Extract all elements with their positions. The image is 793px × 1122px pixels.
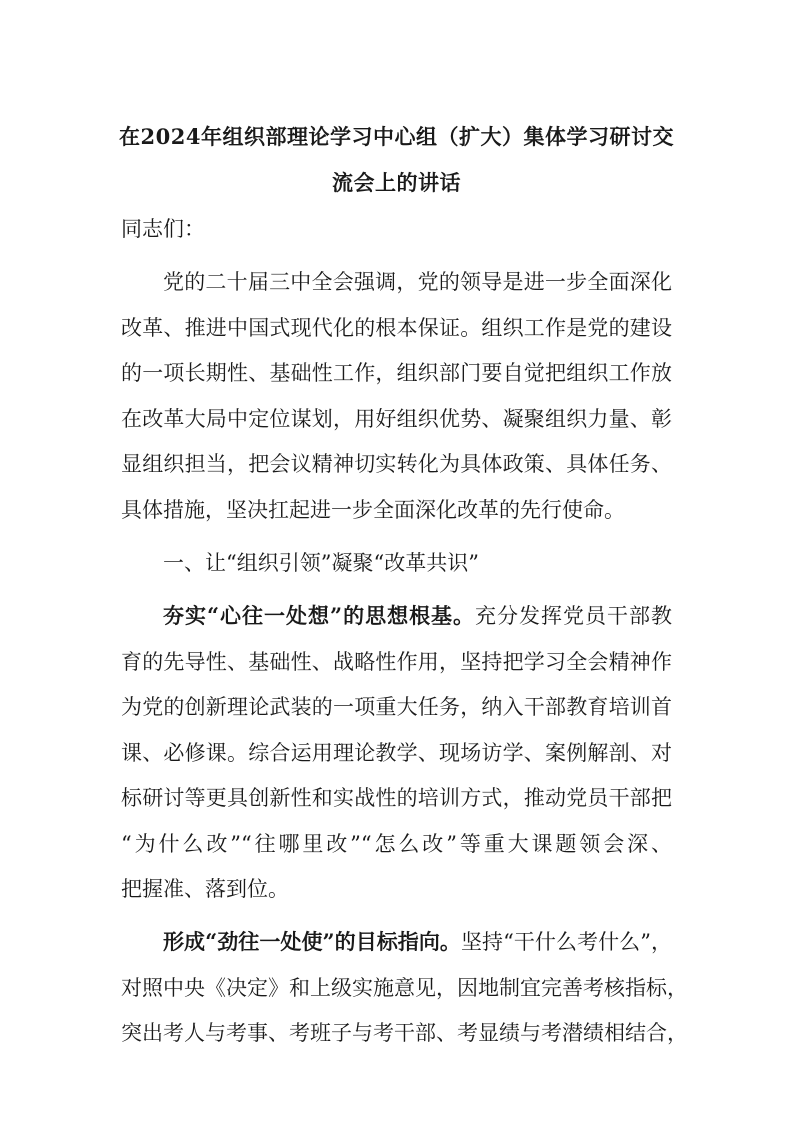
- para1-line-2: 育的先导性、基础性、战略性作用，坚持把学习全会精神作: [121, 650, 672, 674]
- para2-line-2: 对照中央《决定》和上级实施意见，因地制宜完善考核指标，: [121, 976, 688, 1000]
- para1-line-1: [163, 601, 672, 631]
- section-heading-1: 一、让“组织引领”凝聚“改革共识”: [163, 551, 479, 575]
- intro-line-2: 改革、推进中国式现代化的根本保证。组织工作是党的建设: [121, 316, 672, 340]
- intro-line-4: 在改革大局中定位谋划，用好组织优势、凝聚组织力量、彰: [121, 407, 672, 431]
- para1-lead: 夯实“心往一处想”的思想根基。: [163, 603, 476, 628]
- document-title: [110, 114, 683, 206]
- para2-line-1: [163, 927, 672, 957]
- para1-line-4: 课、必修课。综合运用理论教学、现场访学、案例解剖、对: [121, 741, 672, 765]
- para1-line-3: 为党的创新理论武装的一项重大任务，纳入干部教育培训首: [121, 695, 672, 719]
- para1-line-5: 标研讨等更具创新性和实战性的培训方式，推动党员干部把: [121, 786, 672, 810]
- para1-line-7: 把握准、落到位。: [121, 877, 289, 901]
- para1-line-6: “为什么改”“往哪里改”“怎么改”等重大课题领会深、: [121, 832, 672, 856]
- para2-line-3: 突出考人与考事、考班子与考干部、考显绩与考潜绩相结合，: [121, 1021, 688, 1045]
- intro-line-1: 党的二十届三中全会强调，党的领导是进一步全面深化: [163, 270, 672, 294]
- para1-first-rest: 充分发挥党员干部教: [475, 604, 672, 628]
- salutation: 同志们：: [121, 217, 205, 241]
- title-line-1: 在2024年组织部理论学习中心组（扩大）集体学习研讨交: [119, 124, 674, 149]
- title-line-2: 流会上的讲话: [332, 170, 461, 195]
- para2-lead: 形成“劲往一处使”的目标指向。: [163, 929, 461, 954]
- intro-line-6: 具体措施，坚决扛起进一步全面深化改革的先行使命。: [121, 498, 625, 522]
- intro-line-3: 的一项长期性、基础性工作，组织部门要自觉把组织工作放: [121, 361, 672, 385]
- intro-line-5: 显组织担当，把会议精神切实转化为具体政策、具体任务、: [121, 452, 672, 476]
- para2-first-rest: 坚持“干什么考什么”，: [460, 930, 672, 954]
